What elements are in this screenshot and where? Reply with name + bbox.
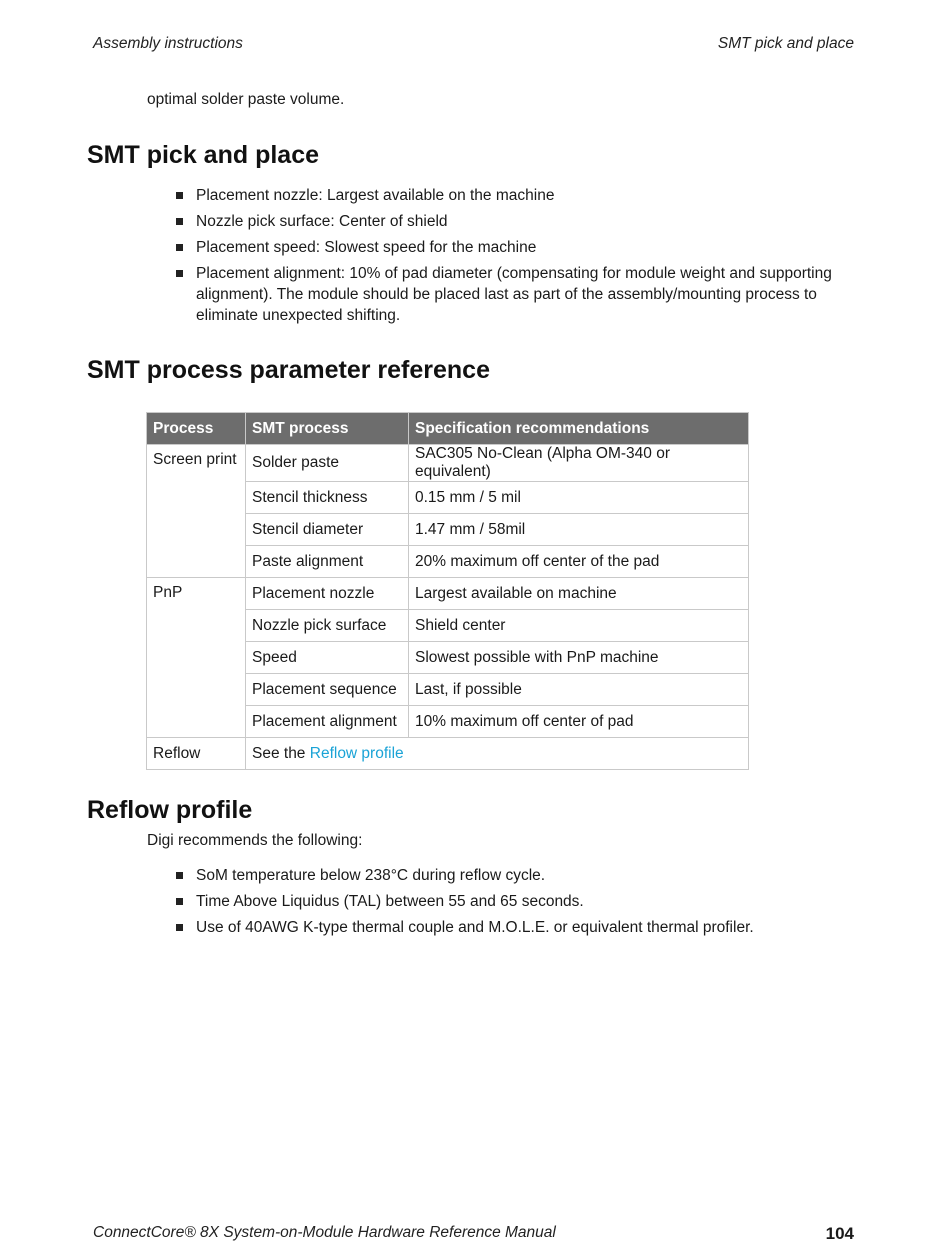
smt-process-cell: Nozzle pick surface bbox=[246, 610, 409, 642]
smt-process-cell: Placement nozzle bbox=[246, 578, 409, 610]
list-item: Time Above Liquidus (TAL) between 55 and 65 seconds. bbox=[175, 891, 865, 912]
running-header-section: SMT pick and place bbox=[717, 35, 854, 52]
smt-process-cell: Stencil thickness bbox=[246, 482, 409, 514]
smt-process-cell: Placement alignment bbox=[246, 706, 409, 738]
table-row-reflow bbox=[147, 738, 749, 770]
column-header-specification: Specification recommendations bbox=[409, 413, 749, 445]
table-row bbox=[147, 578, 749, 610]
list-item: Use of 40AWG K-type thermal couple and M.O.L.E. or equivalent thermal profiler. bbox=[175, 917, 865, 938]
continuation-text: optimal solder paste volume. bbox=[147, 91, 345, 108]
specification-cell: 10% maximum off center of pad bbox=[409, 706, 749, 738]
process-cell: Reflow bbox=[147, 738, 246, 770]
specification-cell: Shield center bbox=[409, 610, 749, 642]
specification-cell: Largest available on machine bbox=[409, 578, 749, 610]
list-item: Placement speed: Slowest speed for the machine bbox=[175, 237, 865, 258]
smt-process-table bbox=[146, 412, 749, 770]
list-item: Placement nozzle: Largest available on the machine bbox=[175, 185, 865, 206]
column-header-smt-process: SMT process bbox=[246, 413, 409, 445]
reflow-bullet-list bbox=[175, 865, 865, 943]
smt-process-cell: Stencil diameter bbox=[246, 514, 409, 546]
footer-manual-title: ConnectCore® 8X System-on-Module Hardware Reference Manual bbox=[93, 1224, 556, 1241]
smt-process-cell: Solder paste bbox=[246, 445, 409, 482]
smt-process-cell: Speed bbox=[246, 642, 409, 674]
smt-process-cell: Paste alignment bbox=[246, 546, 409, 578]
running-header-chapter: Assembly instructions bbox=[93, 35, 243, 52]
specification-cell: 0.15 mm / 5 mil bbox=[409, 482, 749, 514]
specification-cell: SAC305 No-Clean (Alpha OM-340 or equivalent) bbox=[409, 445, 749, 482]
reflow-intro-text: Digi recommends the following: bbox=[147, 832, 363, 849]
specification-cell: Slowest possible with PnP machine bbox=[409, 642, 749, 674]
specification-cell: 20% maximum off center of the pad bbox=[409, 546, 749, 578]
table-header-row bbox=[147, 413, 749, 445]
list-item: Placement alignment: 10% of pad diameter (compensating for module weight and supporting alignment). The module should be placed last as part of the assembly/mounting process to eliminate unexpected shifting. bbox=[175, 263, 865, 326]
pick-place-bullet-list bbox=[175, 185, 865, 331]
table-row bbox=[147, 445, 749, 482]
reflow-reference-prefix: See the bbox=[252, 744, 310, 762]
process-cell: Screen print bbox=[147, 445, 246, 578]
page-number: 104 bbox=[825, 1224, 854, 1243]
list-item: SoM temperature below 238°C during reflow cycle. bbox=[175, 865, 865, 886]
reflow-profile-link[interactable]: Reflow profile bbox=[309, 744, 404, 762]
section-title-smt-process: SMT process parameter reference bbox=[87, 356, 490, 384]
specification-cell: Last, if possible bbox=[409, 674, 749, 706]
column-header-process: Process bbox=[147, 413, 246, 445]
specification-cell: 1.47 mm / 58mil bbox=[409, 514, 749, 546]
reflow-reference-cell bbox=[246, 738, 749, 770]
process-cell: PnP bbox=[147, 578, 246, 738]
smt-process-cell: Placement sequence bbox=[246, 674, 409, 706]
section-title-reflow-profile: Reflow profile bbox=[87, 796, 253, 824]
list-item: Nozzle pick surface: Center of shield bbox=[175, 211, 865, 232]
section-title-smt-pick-place: SMT pick and place bbox=[87, 141, 320, 169]
